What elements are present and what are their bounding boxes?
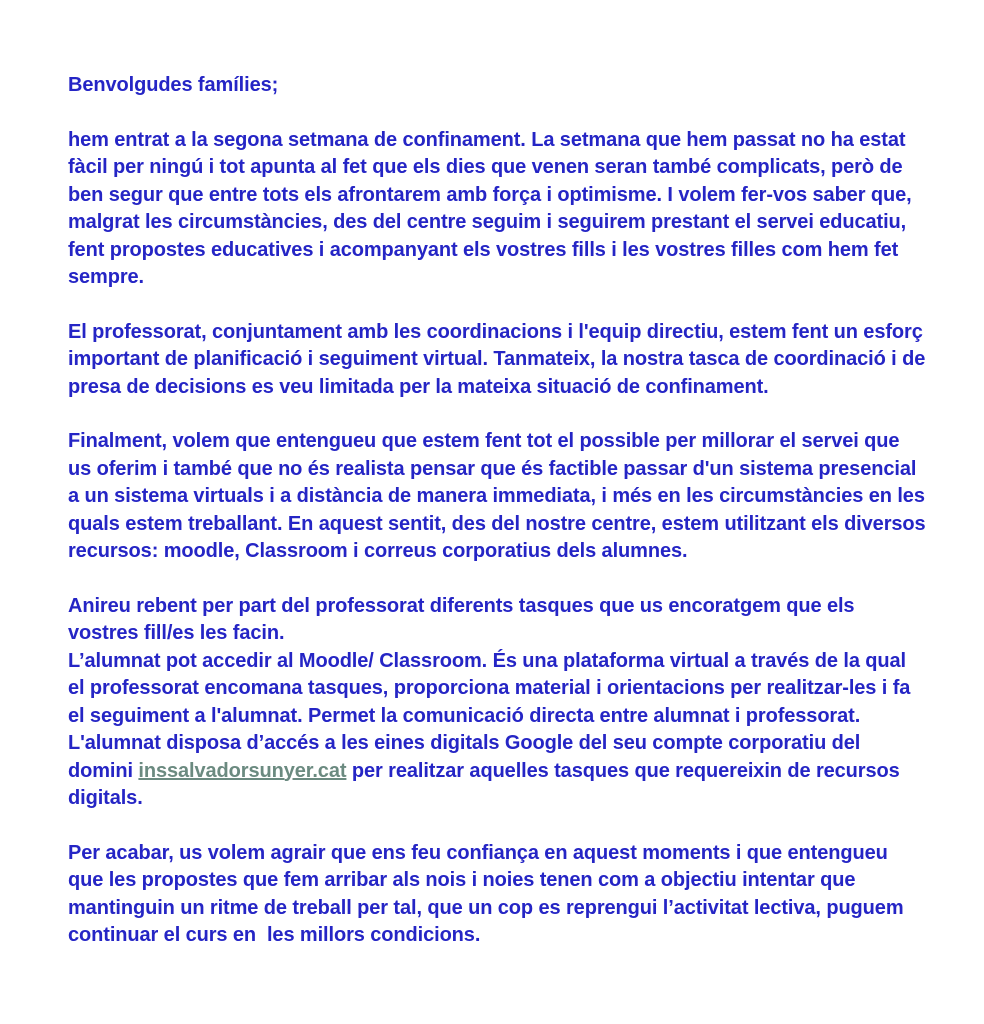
- domain-link[interactable]: inssalvadorsunyer.cat: [138, 759, 347, 782]
- tasques-line-1: Anireu rebent per part del professorat diferents tasques que us encoratgem que els vostres fill/es les facin.: [68, 594, 860, 644]
- tasques-line-3-before-link: L'alumnat disposa d’accés a les eines digitals Google del seu compte corporatiu del domini: [68, 732, 866, 782]
- paragraph-professorat: El professorat, conjuntament amb les coordinacions i l'equip directiu, estem fent un esforç important de planificació i seguiment virtual. Tanmateix, la nostra tasca de coordinació i de presa de decisions es veu limitada per la mateixa situació de confinament.: [68, 320, 931, 398]
- paragraph-closing: Per acabar, us volem agrair que ens feu confiança en aquest moments i que entengueu que les propostes que fem arribar als nois i noies tenen com a objectiu intentar que mantinguin un ritme de treball per tal, que un cop es reprengui l’activitat lectiva, puguem continuar el curs en les millors condicions.: [68, 841, 909, 946]
- greeting: Benvolgudes famílies;: [68, 74, 279, 96]
- paragraph-confinament: hem entrat a la segona setmana de confinament. La setmana que hem passat no ha estat fàcil per ningú i tot apunta al fet que els dies que venen seran també complicats, però de ben segur que entre tots els afrontarem amb força i optimisme. I volem fer-vos saber que, malgrat les circumstàncies, des del centre seguim i seguirem prestant el servei educatiu, fent propostes educatives i acompanyant els vostres fills i les vostres filles com hem fet sempre.: [68, 128, 918, 288]
- tasques-line-2: L’alumnat pot accedir al Moodle/ Classroom. És una plataforma virtual a través de la qual el professorat encomana tasques, proporciona material i orientacions per realitzar-les i fa el seguiment a l'alumnat. Permet la comunicació directa entre alumnat i professorat.: [68, 649, 916, 727]
- paragraph-tasques: [68, 593, 926, 813]
- tasques-line-3-after-link: per realitzar aquelles tasques que requereixin de recursos digitals.: [68, 759, 906, 809]
- paragraph-finalment: Finalment, volem que entengueu que estem fent tot el possible per millorar el servei que us oferim i també que no és realista pensar que és factible passar d'un sistema presencial a un sistema virtuals i a distància de manera immediata, i més en les circumstàncies en les quals estem treballant. En aquest sentit, des del nostre centre, estem utilitzant els diversos recursos: moodle, Classroom i correus corporatius dels alumnes.: [68, 430, 932, 562]
